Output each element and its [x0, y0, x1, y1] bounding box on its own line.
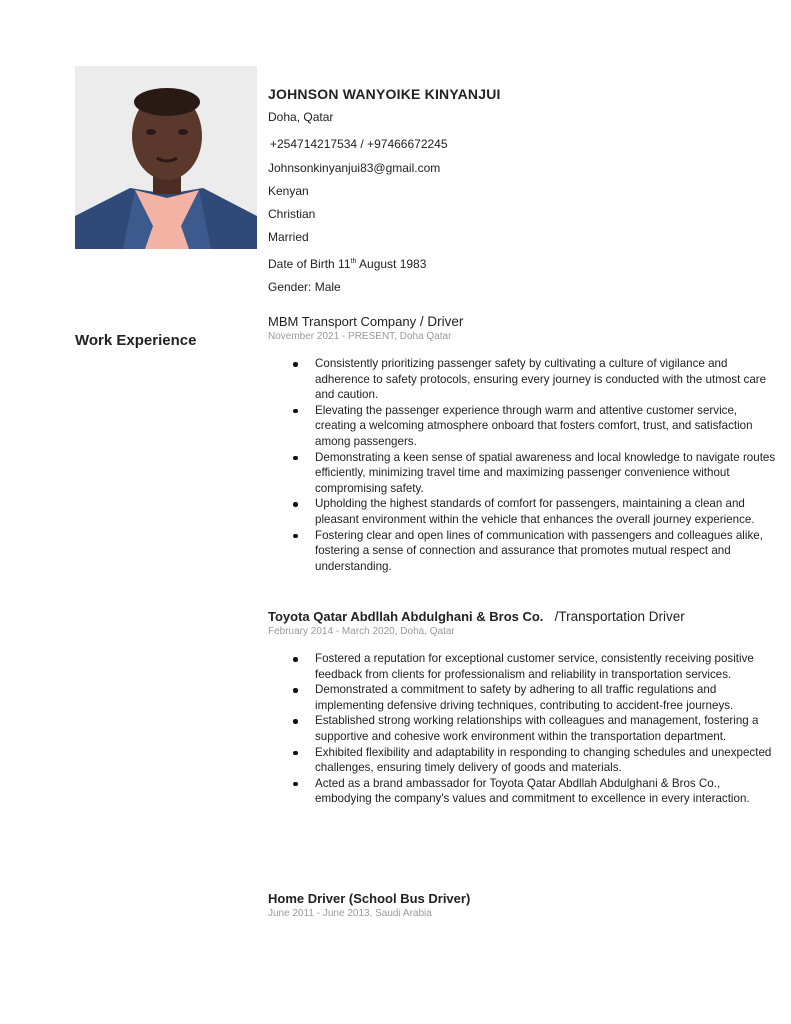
- dob-prefix: Date of Birth 11: [268, 256, 351, 271]
- duty-item: Exhibited flexibility and adaptability in responding to changing schedules and unexpected challenges, ensuring timely delivery of goods and materials.: [315, 745, 778, 776]
- company-name: Toyota Qatar Abdllah Abdulghani & Bros Co.: [268, 609, 544, 624]
- religion: Christian: [268, 207, 316, 222]
- location: Doha, Qatar: [268, 110, 334, 124]
- job-title: [268, 314, 778, 329]
- job-dates-location: February 2014 - March 2020, Doha, Qatar: [268, 626, 455, 637]
- marital-status: Married: [268, 230, 309, 245]
- full-name: JOHNSON WANYOIKE KINYANJUI: [268, 86, 501, 102]
- phone-numbers: +254714217534 / +97466672245: [270, 137, 448, 152]
- profile-header: [268, 86, 748, 299]
- job-role: /Transportation Driver: [543, 609, 685, 624]
- nationality: Kenyan: [268, 183, 309, 198]
- duty-item: Demonstrated a commitment to safety by adhering to all traffic regulations and implementing defensive driving techniques, contributing to accident-free journeys.: [315, 682, 778, 713]
- duty-item: Fostered a reputation for exceptional customer service, consistently receiving positive feedback from clients for professionalism and reliability in transportation services.: [315, 651, 778, 682]
- job-title: [268, 891, 778, 906]
- job-duties: [268, 651, 778, 807]
- job-dates-location: June 2011 - June 2013, Saudi Arabia: [268, 908, 432, 919]
- duty-item: Consistently prioritizing passenger safety by cultivating a culture of vigilance and adherence to safety protocols, ensuring every journey is conducted with the utmost care and caution.: [315, 356, 778, 403]
- job-entry-1: [268, 314, 778, 574]
- job-title-text: Home Driver (School Bus Driver): [268, 891, 471, 906]
- job-role: / Driver: [416, 314, 464, 329]
- job-dates-location: November 2021 - PRESENT, Doha Qatar: [268, 331, 452, 342]
- gender: Gender: Male: [268, 280, 341, 295]
- duty-item: Elevating the passenger experience through warm and attentive customer service, creating a welcoming atmosphere onboard that fosters comfort, trust, and satisfaction among passengers.: [315, 403, 778, 450]
- duty-item: Established strong working relationships with colleagues and management, fostering a supportive and cohesive work environment within the transportation department.: [315, 713, 778, 744]
- profile-photo-illustration: [75, 66, 257, 249]
- duty-item: Acted as a brand ambassador for Toyota Qatar Abdllah Abdulghani & Bros Co., embodying the company's values and commitment to excellence in every interaction.: [315, 776, 778, 807]
- company-name: MBM Transport Company: [268, 314, 417, 329]
- duty-item: Fostering clear and open lines of communication with passengers and colleagues alike, fostering a sense of connection and assurance that promotes mutual respect and understanding.: [315, 528, 778, 575]
- email: Johnsonkinyanjui83@gmail.com: [268, 160, 441, 175]
- duty-item: Demonstrating a keen sense of spatial awareness and local knowledge to navigate routes efficiently, minimizing travel time and maximizing passenger convenience without compromising safety.: [315, 450, 778, 497]
- dob-suffix: August 1983: [356, 256, 427, 271]
- date-of-birth: [268, 250, 748, 276]
- job-entry-2: [268, 609, 778, 807]
- job-duties: [268, 356, 778, 574]
- work-experience-heading: Work Experience: [75, 332, 197, 349]
- job-title: [268, 609, 778, 624]
- duty-item: Upholding the highest standards of comfort for passengers, maintaining a clean and pleasant environment within the vehicle that enhances the overall journey experience.: [315, 496, 778, 527]
- profile-photo: [75, 66, 257, 249]
- job-entry-3: [268, 891, 778, 919]
- dob-ordinal: th: [350, 257, 357, 265]
